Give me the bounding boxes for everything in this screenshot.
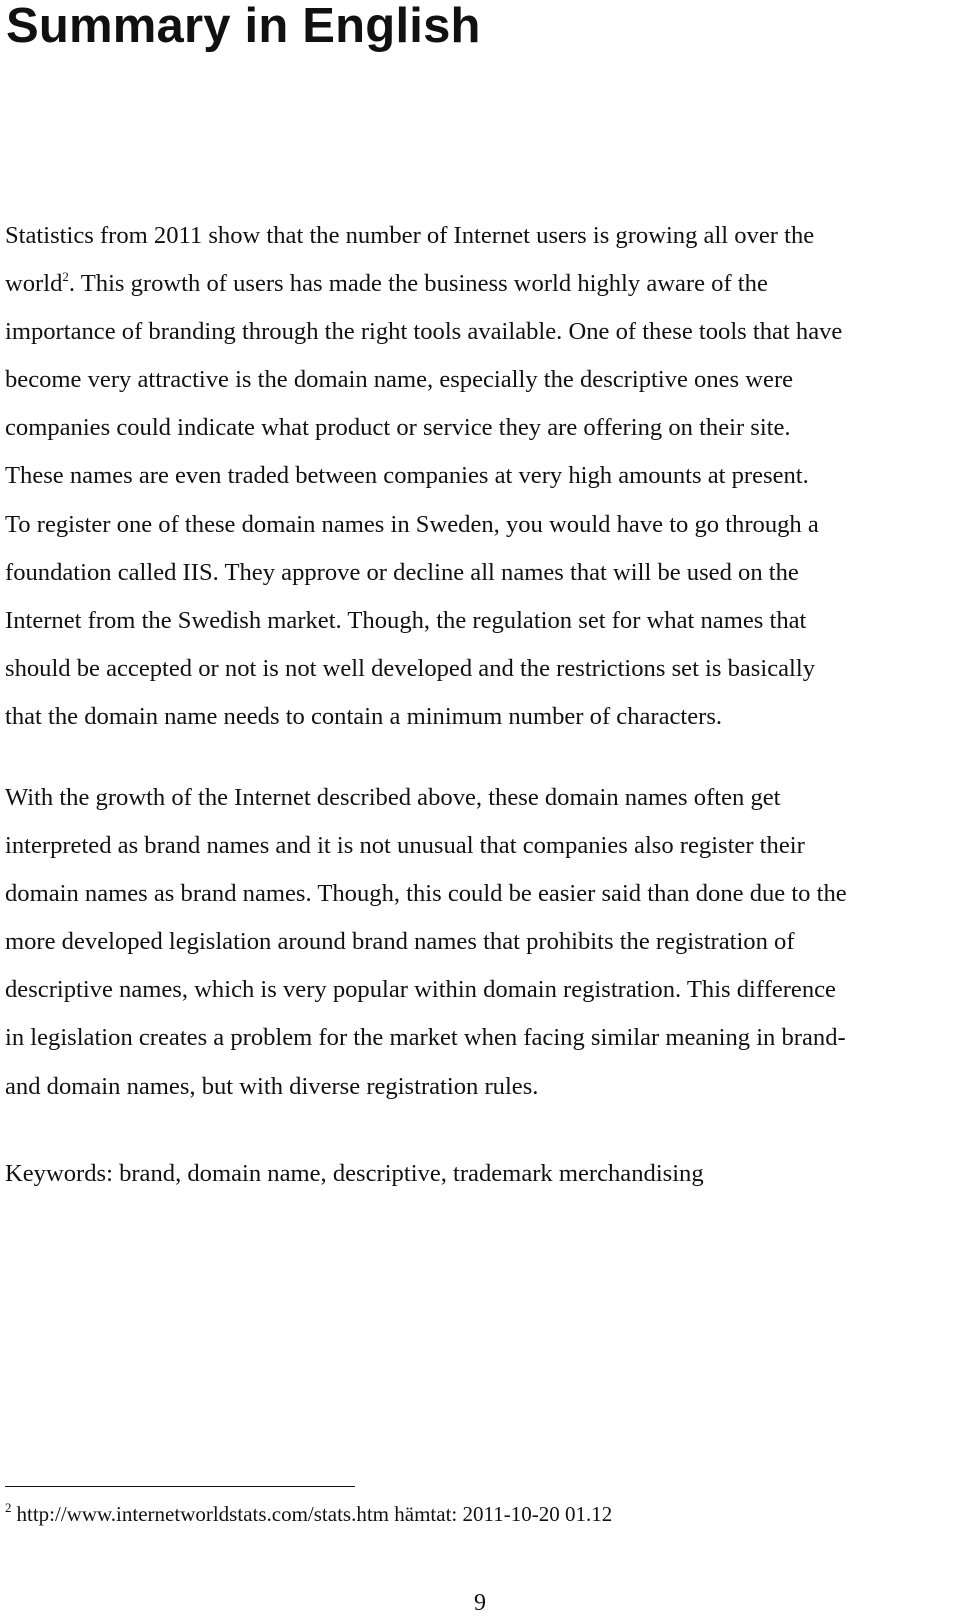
text-line: descriptive names, which is very popular within domain registration. This difference [5,976,836,1004]
text-line: domain names as brand names. Though, this could be easier said than done due to the [5,880,847,908]
page-number: 9 [474,1590,486,1616]
text-line: With the growth of the Internet described above, these domain names often get [5,784,781,811]
footnote-link[interactable]: http://www.internetworldstats.com/stats.htm hämtat: 2011-10-20 01.12 [16,1502,613,1526]
footnote-separator [5,1486,355,1487]
text-fragment: . This growth of users has made the business world highly aware of the [68,270,768,298]
text-line: should be accepted or not is not well developed and the restrictions set is basically [5,654,816,682]
page-heading: Summary in English [6,0,481,53]
text-line: These names are even traded between companies at very high amounts at present. [5,462,809,490]
text-line: Statistics from 2011 show that the number of Internet users is growing all over the [5,222,815,249]
text-fragment: world [5,270,63,298]
footnote [5,1500,612,1528]
footnote-number: 2 [5,1500,12,1515]
text-line: Internet from the Swedish market. Though, the regulation set for what names that [5,606,807,634]
footnote-reference[interactable]: 2 [62,269,69,285]
text-line: importance of branding through the right tools available. One of these tools that have [5,318,843,346]
text-line: foundation called IIS. They approve or decline all names that will be used on the [5,558,799,586]
summary-paragraph-2 [5,774,950,1111]
text-line [5,260,950,308]
summary-paragraph-1 [5,212,950,741]
text-line: companies could indicate what product or service they are offering on their site. [5,414,791,442]
text-line: and domain names, but with diverse registration rules. [5,1072,539,1100]
text-line: interpreted as brand names and it is not unusual that companies also register their [5,832,805,860]
text-line: that the domain name needs to contain a minimum number of characters. [5,702,723,730]
text-line: in legislation creates a problem for the market when facing similar meaning in brand- [5,1024,846,1052]
text-line: To register one of these domain names in Sweden, you would have to go through a [5,510,819,538]
keywords-line: Keywords: brand, domain name, descriptive, trademark merchandising [5,1160,704,1187]
text-line: become very attractive is the domain name, especially the descriptive ones were [5,366,794,394]
text-line: more developed legislation around brand names that prohibits the registration of [5,928,795,956]
